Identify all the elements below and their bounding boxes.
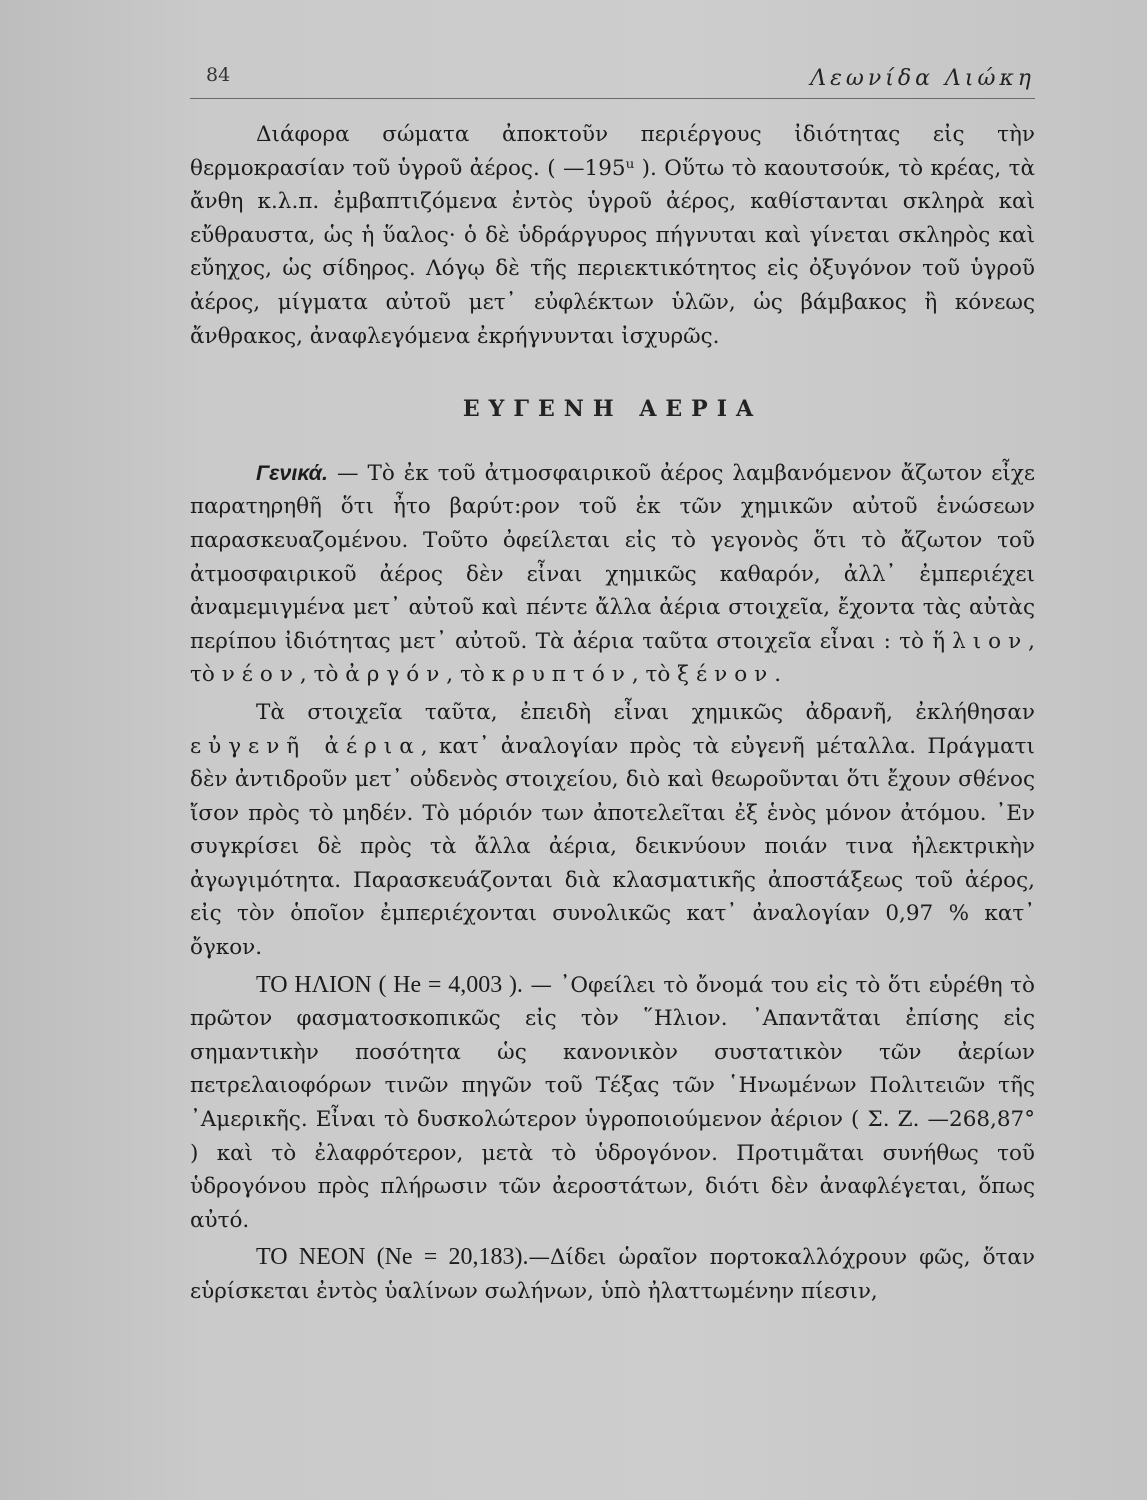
- page-number: 84: [206, 64, 231, 86]
- separator: , τὸ: [446, 662, 492, 688]
- paragraph-general: [190, 457, 1035, 692]
- noble-term: εὐγενῆ ἀέρια: [190, 733, 421, 759]
- helium-text: — ᾿Οφείλει τὸ ὄνομά του εἰς τὸ ὅτι εὑρέθη τὸ πρῶτον φασματοσκοπικῶς εἰς τὸν ῞Ηλιον. ᾿Απαντᾶται ἐπίσης εἰς σημαντικὴν ποσότητα ὡς κανονικὸν συστατικὸν τῶν ἀερίων πετρελαιοφόρων τινῶν πηγῶν τοῦ Τέξας τῶν ῾Ηνωμένων Πολιτειῶν τῆς ᾿Αμερικῆς. Εἶναι τὸ δυσκολώτερον ὑγροποιούμενον ἀέριον ( Σ. Ζ. —268,87° ) καὶ τὸ ἐλαφρότερον, μετὰ τὸ ὑδρογόνον. Προτιμᾶται συνήθως τοῦ ὑδρογόνου πρὸς πλήρωσιν τῶν ἀεροστάτων, διότι δὲν ἀναφλέγεται, ὅπως αὐτό.: [190, 972, 1035, 1233]
- section-title: ΕΥΓΕΝΗ ΑΕΡΙΑ: [462, 396, 763, 423]
- noble-text-a: Τὰ στοιχεῖα ταῦτα, ἐπειδὴ εἶναι χημικῶς ἀδρανῆ, ἐκλήθησαν: [256, 699, 1035, 725]
- body-text: [190, 118, 1035, 1309]
- element-xenon: ξένον: [677, 662, 775, 688]
- element-helium: ἥλιον: [932, 628, 1029, 654]
- helium-heading: ΤΟ ΗΛΙΟΝ ( He = 4,003 ).: [256, 971, 523, 998]
- running-head: Λεωνίδα Λιώκη: [810, 66, 1035, 91]
- page-header: [190, 62, 1035, 99]
- paragraph-lead: Γενικά.: [256, 460, 328, 485]
- neon-text: —Δίδει ὡραῖον πορτοκαλλόχρουν φῶς, ὅταν εὑρίσκεται ἐντὸς ὑαλίνων σωλήνων, ὑπὸ ἠλαττωμένην πίεσιν,: [190, 1245, 1035, 1304]
- paragraph-liquid-air: Διάφορα σώματα ἀποκτοῦν περιέργους ἰδιότητας εἰς τὴν θερμοκρασίαν τοῦ ὑγροῦ ἀέρος. ( —195ᵘ ). Οὕτω τὸ καουτσούκ, τὸ κρέας, τὰ ἄνθη κ.λ.π. ἐμβαπτιζόμενα ἐντὸς ὑγροῦ ἀέρος, καθίστανται σκληρὰ καὶ εὔθραυστα, ὡς ἡ ὕαλος· ὁ δὲ ὑδράργυρος πήγνυται καὶ γίνεται σκληρὸς καὶ εὔηχος, ὡς σίδηρος. Λόγῳ δὲ τῆς περιεκτικότητος εἰς ὀξυγόνον τοῦ ὑγροῦ ἀέρος, μίγματα αὐτοῦ μετ᾽ εὐφλέκτων ὑλῶν, ὡς βάμβακος ἢ κόνεως ἄνθρακος, ἀναφλεγόμενα ἐκρήγνυνται ἰσχυρῶς.: [190, 122, 1035, 349]
- paragraph-neon: [190, 1241, 1035, 1308]
- sentence-end: .: [774, 662, 782, 688]
- separator: , τὸ: [299, 662, 346, 688]
- separator: , τὸ: [190, 628, 1035, 688]
- element-neon: νέον: [221, 662, 300, 688]
- element-argon: ἀργόν: [345, 662, 447, 688]
- noble-text-b: , κατ᾽ ἀναλογίαν πρὸς τὰ εὐγενῆ μέταλλα. Πράγματι δὲν ἀντιδροῦν μετ᾽ οὐδενὸς στοιχείου, διὸ καὶ θεωροῦνται ὅτι ἔχουν σθένος ἴσον πρὸς τὸ μηδέν. Τὸ μόριόν των ἀποτελεῖται ἐξ ἑνὸς μόνον ἀτόμου. ᾿Εν συγκρίσει δὲ πρὸς τὰ ἄλλα ἀέρια, δεικνύουν ποιάν τινα ἠλεκτρικὴν ἀγωγιμότητα. Παρασκευάζονται διὰ κλασματικῆς ἀποστάξεως τοῦ ἀέρος, εἰς τὸν ὁποῖον ἐμπεριέχονται συνολικῶς κατ᾽ ἀναλογίαν 0,97 % κατ᾽ ὄγκον.: [190, 733, 1035, 961]
- paragraph-helium: [190, 969, 1035, 1238]
- paragraph-noble-gases: [190, 696, 1035, 965]
- general-text: — Τὸ ἐκ τοῦ ἀτμοσφαιρικοῦ ἀέρος λαμβανόμενον ἄζωτον εἶχε παρατηρηθῆ ὅτι ἦτο βαρύτ:ρον τοῦ ἐκ τῶν χημικῶν αὐτοῦ ἑνώσεων παρασκευαζομένου. Τοῦτο ὀφείλεται εἰς τὸ γεγονὸς ὅτι τὸ ἄζωτον τοῦ ἀτμοσφαιρικοῦ ἀέρος δὲν εἶναι χημικῶς καθαρόν, ἀλλ᾽ ἐμπεριέχει ἀναμεμιγμένα μετ᾽ αὐτοῦ καὶ πέντε ἄλλα ἀέρια στοιχεῖα, ἔχοντα τὰς αὐτὰς περίπου ἰδιότητας μετ᾽ αὐτοῦ. Τὰ ἀέρια ταῦτα στοιχεῖα εἶναι : τὸ: [190, 460, 1035, 654]
- neon-heading: ΤΟ ΝΕΟΝ (Ne = 20,183).: [256, 1244, 529, 1271]
- element-krypton: κρυπτόν: [491, 662, 632, 688]
- separator: , τὸ: [631, 662, 678, 688]
